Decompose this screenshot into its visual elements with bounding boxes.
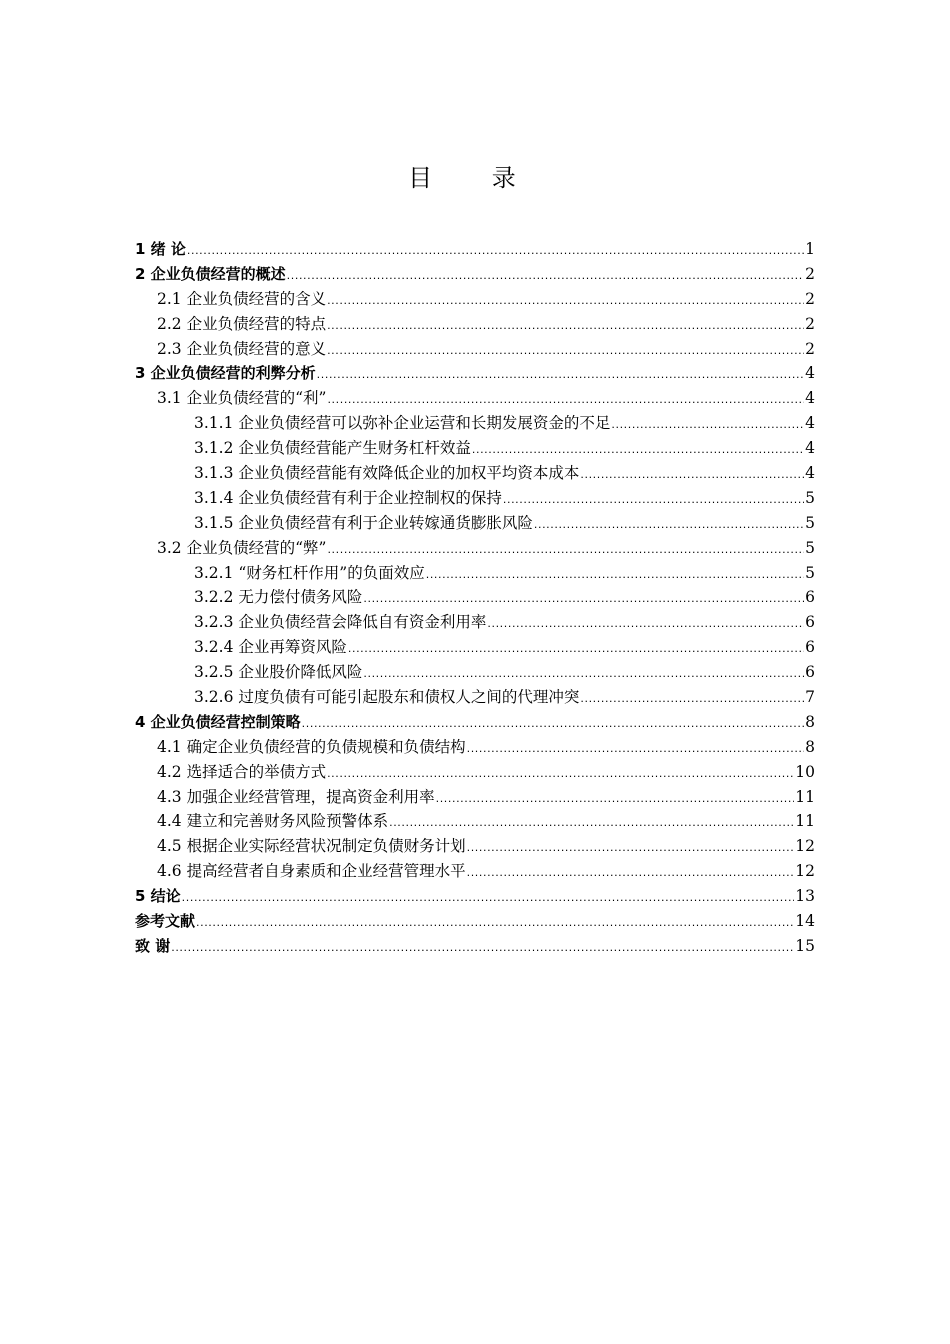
toc-leader-dots — [171, 936, 794, 961]
toc-entry-label: 4.5 根据企业实际经营状况制定负债财务计划 — [157, 837, 466, 856]
toc-leader-dots — [363, 587, 804, 612]
toc-leader-dots — [467, 836, 795, 861]
toc-entry[interactable] — [135, 760, 815, 785]
toc-entry[interactable] — [135, 561, 815, 586]
toc-entry-label: 3.2.4 企业再筹资风险 — [194, 638, 347, 657]
toc-leader-dots — [363, 662, 804, 687]
toc-entry-label: 3.2.2 无力偿付债务风险 — [194, 588, 363, 607]
toc-entry-page-number: 5 — [805, 563, 815, 582]
toc-entry-page-number: 10 — [795, 762, 815, 781]
toc-entry-page-number: 4 — [805, 389, 815, 408]
toc-entry[interactable] — [135, 685, 815, 710]
toc-leader-dots — [287, 264, 804, 289]
toc-entry[interactable] — [135, 511, 815, 536]
toc-leader-dots — [436, 787, 795, 812]
toc-entry[interactable] — [135, 710, 815, 735]
toc-entry[interactable] — [135, 361, 815, 386]
toc-entry-page-number: 12 — [795, 837, 815, 856]
toc-entry-label: 参考文献 — [135, 912, 196, 931]
toc-entry-label: 致 谢 — [135, 936, 171, 955]
page-title: 目 录 — [408, 164, 542, 192]
toc-entry-page-number: 4 — [805, 414, 815, 433]
toc-entry[interactable] — [135, 934, 815, 959]
toc-entry-page-number: 5 — [805, 513, 815, 532]
toc-entry-page-number: 7 — [805, 688, 815, 707]
toc-entry[interactable] — [135, 635, 815, 660]
toc-leader-dots — [580, 463, 804, 488]
toc-entry-page-number: 6 — [805, 663, 815, 682]
table-of-contents — [135, 237, 815, 959]
toc-entry-page-number: 2 — [805, 339, 815, 358]
toc-entry[interactable] — [135, 536, 815, 561]
toc-entry-label: 4.1 确定企业负债经营的负债规模和负债结构 — [157, 737, 466, 756]
toc-entry[interactable] — [135, 834, 815, 859]
toc-entry-label: 3.2.5 企业股价降低风险 — [194, 663, 363, 682]
toc-entry-label: 5 结论 — [135, 887, 181, 906]
toc-entry-label: 2 企业负债经营的概述 — [135, 264, 286, 283]
toc-leader-dots — [467, 861, 795, 886]
toc-entry-page-number: 6 — [805, 613, 815, 632]
toc-leader-dots — [327, 538, 804, 563]
toc-entry[interactable] — [135, 859, 815, 884]
toc-entry[interactable] — [135, 312, 815, 337]
toc-entry-label: 4.2 选择适合的举债方式 — [157, 762, 327, 781]
toc-entry-page-number: 2 — [805, 264, 815, 283]
toc-entry[interactable] — [135, 735, 815, 760]
toc-entry-page-number: 13 — [795, 887, 815, 906]
toc-entry[interactable] — [135, 461, 815, 486]
toc-entry[interactable] — [135, 436, 815, 461]
toc-entry[interactable] — [135, 785, 815, 810]
toc-entry[interactable] — [135, 486, 815, 511]
toc-entry-page-number: 12 — [795, 862, 815, 881]
toc-entry-page-number: 4 — [805, 439, 815, 458]
toc-leader-dots — [472, 438, 804, 463]
toc-leader-dots — [327, 314, 804, 339]
toc-entry[interactable] — [135, 237, 815, 262]
toc-leader-dots — [487, 612, 804, 637]
toc-leader-dots — [302, 712, 804, 737]
toc-leader-dots — [317, 363, 804, 388]
toc-entry-label: 2.2 企业负债经营的特点 — [157, 314, 327, 333]
toc-entry[interactable] — [135, 287, 815, 312]
toc-entry-label: 2.1 企业负债经营的含义 — [157, 289, 327, 308]
toc-entry-page-number: 4 — [805, 464, 815, 483]
toc-entry-label: 3.1.3 企业负债经营能有效降低企业的加权平均资本成本 — [194, 464, 580, 483]
toc-entry-label: 3.1.2 企业负债经营能产生财务杠杆效益 — [194, 439, 471, 458]
toc-entry-page-number: 6 — [805, 638, 815, 657]
toc-entry-label: 4.4 建立和完善财务风险预警体系 — [157, 812, 389, 831]
toc-entry-label: 1 绪 论 — [135, 240, 186, 258]
toc-entry[interactable] — [135, 337, 815, 362]
toc-entry[interactable] — [135, 610, 815, 635]
toc-entry[interactable] — [135, 585, 815, 610]
toc-entry[interactable] — [135, 386, 815, 411]
toc-leader-dots — [196, 911, 794, 936]
toc-entry[interactable] — [135, 411, 815, 436]
toc-entry-page-number: 4 — [805, 364, 815, 383]
toc-entry-page-number: 6 — [805, 588, 815, 607]
toc-entry-label: 4.6 提高经营者自身素质和企业经营管理水平 — [157, 862, 466, 881]
toc-leader-dots — [467, 737, 805, 762]
toc-entry-page-number: 5 — [805, 538, 815, 557]
toc-entry[interactable] — [135, 809, 815, 834]
toc-entry-label: 3.1.4 企业负债经营有利于企业控制权的保持 — [194, 488, 502, 507]
toc-entry-label: 3.1 企业负债经营的“利” — [157, 389, 327, 408]
toc-leader-dots — [327, 289, 804, 314]
toc-entry-label: 3.1.5 企业负债经营有利于企业转嫁通货膨胀风险 — [194, 513, 533, 532]
toc-entry-page-number: 11 — [795, 812, 815, 831]
toc-entry[interactable] — [135, 909, 815, 934]
toc-entry-page-number: 8 — [805, 737, 815, 756]
toc-entry-label: 2.3 企业负债经营的意义 — [157, 339, 327, 358]
toc-entry-label: 3.2.3 企业负债经营会降低自有资金利用率 — [194, 613, 487, 632]
toc-leader-dots — [187, 239, 804, 264]
toc-leader-dots — [327, 388, 804, 413]
toc-entry[interactable] — [135, 884, 815, 909]
toc-entry-page-number: 2 — [805, 314, 815, 333]
toc-entry-page-number: 1 — [805, 240, 815, 258]
toc-leader-dots — [348, 637, 804, 662]
toc-entry-page-number: 2 — [805, 289, 815, 308]
toc-entry-page-number: 15 — [795, 936, 815, 955]
toc-leader-dots — [534, 513, 804, 538]
toc-leader-dots — [611, 413, 804, 438]
toc-entry-label: 3.2.1 “财务杠杆作用”的负面效应 — [194, 563, 425, 582]
toc-leader-dots — [580, 687, 804, 712]
toc-leader-dots — [327, 339, 804, 364]
toc-leader-dots — [327, 762, 794, 787]
toc-entry-label: 3.2.6 过度负债有可能引起股东和债权人之间的代理冲突 — [194, 688, 580, 707]
toc-entry-label: 3 企业负债经营的利弊分析 — [135, 364, 316, 383]
toc-entry[interactable] — [135, 660, 815, 685]
toc-entry-page-number: 14 — [795, 912, 815, 931]
toc-entry-label: 3.2 企业负债经营的“弊” — [157, 538, 327, 557]
toc-entry-page-number: 8 — [805, 712, 815, 731]
toc-leader-dots — [503, 488, 804, 513]
toc-leader-dots — [389, 811, 794, 836]
toc-leader-dots — [182, 886, 795, 911]
toc-entry[interactable] — [135, 262, 815, 287]
toc-entry-page-number: 11 — [795, 787, 815, 806]
toc-entry-label: 3.1.1 企业负债经营可以弥补企业运营和长期发展资金的不足 — [194, 414, 611, 433]
toc-leader-dots — [426, 563, 804, 588]
toc-entry-label: 4.3 加强企业经营管理，提高资金利用率 — [157, 787, 435, 806]
toc-entry-page-number: 5 — [805, 488, 815, 507]
toc-entry-label: 4 企业负债经营控制策略 — [135, 712, 301, 731]
